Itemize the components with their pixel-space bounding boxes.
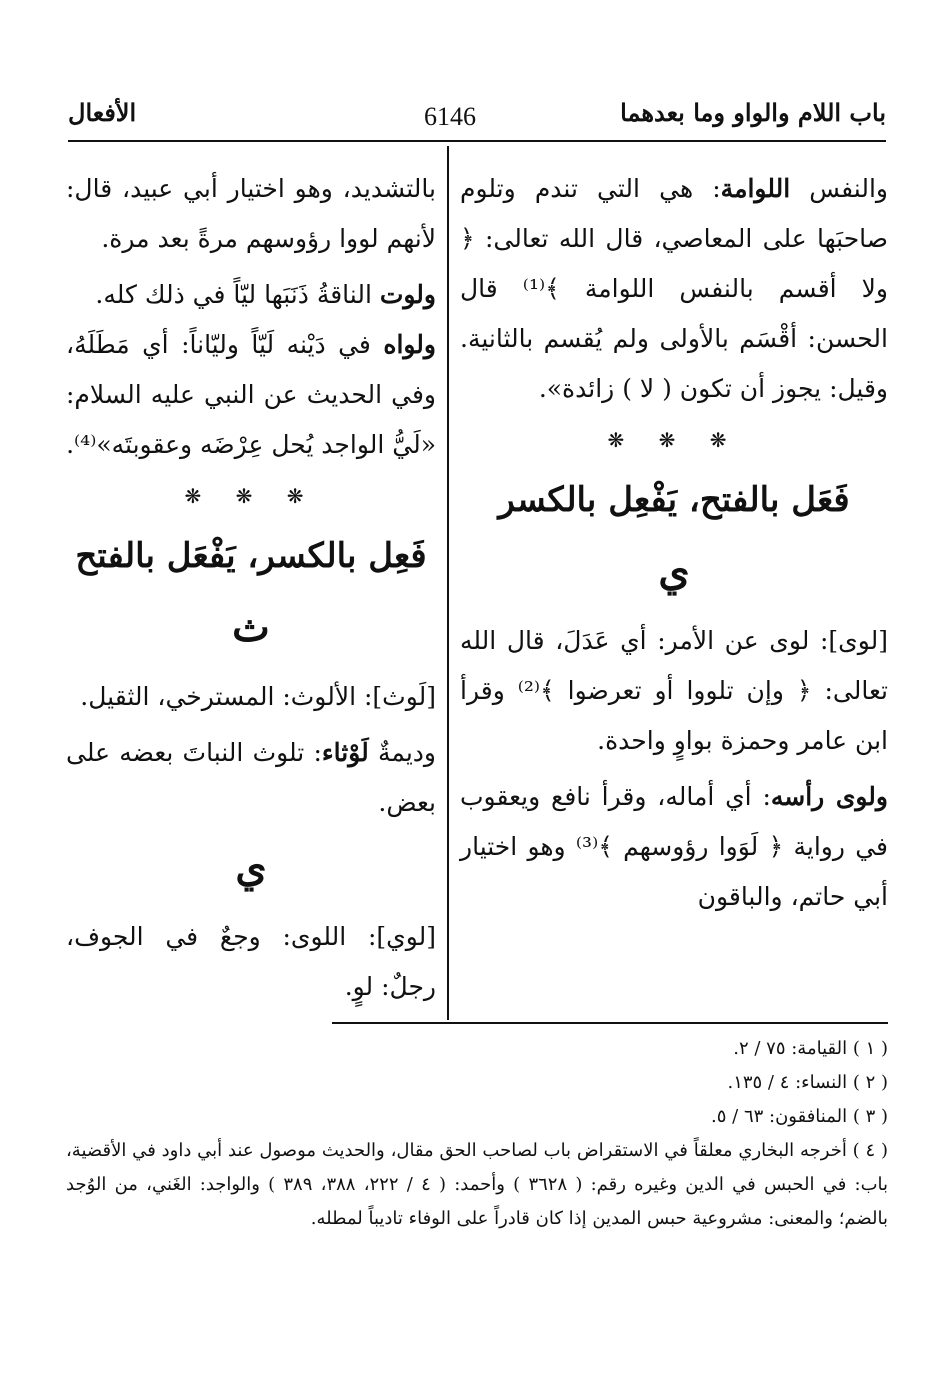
- section-separator: ❋ ❋ ❋: [184, 484, 318, 508]
- text-run: في دَيْنه لَيّاً وليّاناً: أي مَطَلَهُ، وفي الحديث عن النبي عليه السلام: «لَيُّ الواجد يُحل عِرْضَه وعقوبتَه»⁽⁴⁾.: [66, 330, 436, 459]
- bold-term: اللوامة: [720, 174, 791, 203]
- text-run: الناقةُ ذَنَبَها ليّاً في ذلك كله.: [95, 280, 380, 309]
- paragraph: [460, 164, 888, 414]
- paragraph: [66, 728, 436, 828]
- bold-term: ولواه: [383, 330, 436, 359]
- right-column: [460, 164, 888, 922]
- text-run: : أي أماله، وقرأ نافع ويعقوب في رواية ﴿ لَوَوا رؤوسهم ﴾⁽³⁾ وهو اختيار أبي حاتم، والباقون: [460, 782, 888, 911]
- text-run: والنفس: [790, 174, 888, 203]
- section-title: فَعَل بالفتح، يَفْعِل بالكسر: [498, 480, 850, 520]
- letter-heading: ي: [658, 548, 690, 595]
- left-column: [66, 164, 436, 1012]
- section-heading: الأفعال: [68, 98, 137, 127]
- footnote: ( ١ ) القيامة: ٧٥ / ٢.: [733, 1038, 888, 1059]
- page-number: 6146: [424, 102, 476, 131]
- section-title: فَعِل بالكسر، يَفْعَل بالفتح: [75, 536, 427, 576]
- footnote: ( ٣ ) المنافقون: ٦٣ / ٥.: [711, 1106, 888, 1127]
- letter-heading: ي: [235, 844, 267, 891]
- bold-term: ولوت: [379, 280, 436, 309]
- paragraph: [460, 772, 888, 922]
- paragraph: [66, 270, 436, 320]
- footnote-rule: [332, 1022, 888, 1024]
- footnote: ( ٢ ) النساء: ٤ / ١٣٥.: [727, 1072, 888, 1093]
- text-run: : هي التي تندم وتلوم صاحبَها على المعاصي، قال الله تعالى: ﴿ ولا أقسم بالنفس اللوامة ﴾⁽¹⁾ قال الحسن: أقْسَم بالأولى ولم يُقسم بالثانية. وقيل: يجوز أن تكون ( لا ) زائدة».: [460, 174, 888, 403]
- letter-heading: ث: [232, 604, 270, 651]
- paragraph: [لوي]: اللوى: وجعٌ في الجوف، رجلٌ: لوٍ.: [66, 922, 436, 1001]
- text-run: : تلوث النباتَ بعضه على بعض.: [66, 738, 436, 817]
- paragraph: [66, 320, 436, 470]
- footnote: ( ٤ ) أخرجه البخاري معلقاً في الاستقراض باب لصاحب الحق مقال، والحديث موصول عند أبي داود في الأقضية، باب: في الحبس في الدين وغيره رقم: ( ٣٦٢٨ ) وأحمد: ( ٤ / ٢٢٢، ٣٨٨، ٣٨٩ ) والواجد: الغَني، من الوُجد بالضم؛ والمعنى: مشروعية حبس المدين إذا كان قادراً على الوفاء تاديباً لمطله.: [66, 1140, 889, 1229]
- chapter-title: باب اللام والواو وما بعدهما: [620, 98, 886, 127]
- paragraph: [لوى]: لوى عن الأمر: أي عَدَلَ، قال الله تعالى: ﴿ وإن تلووا أو تعرضوا ﴾⁽²⁾ وقرأ ابن عامر وحمزة بواوٍ واحدة.: [460, 626, 888, 755]
- bold-term: لَوْثاء: [321, 738, 369, 767]
- paragraph: بالتشديد، وهو اختيار أبي عبيد، قال: لأنهم لووا رؤوسهم مرةً بعد مرة.: [66, 174, 436, 253]
- section-separator: ❋ ❋ ❋: [607, 428, 741, 452]
- header-rule: [68, 140, 886, 142]
- column-divider: [447, 146, 449, 1020]
- page-header: [68, 92, 886, 136]
- text-run: وديمةٌ: [368, 738, 436, 767]
- paragraph: [لَوث]: الألوث: المسترخي، الثقيل.: [80, 682, 436, 711]
- bold-term: ولوى رأسه: [770, 782, 888, 811]
- footnotes: [66, 1032, 888, 1236]
